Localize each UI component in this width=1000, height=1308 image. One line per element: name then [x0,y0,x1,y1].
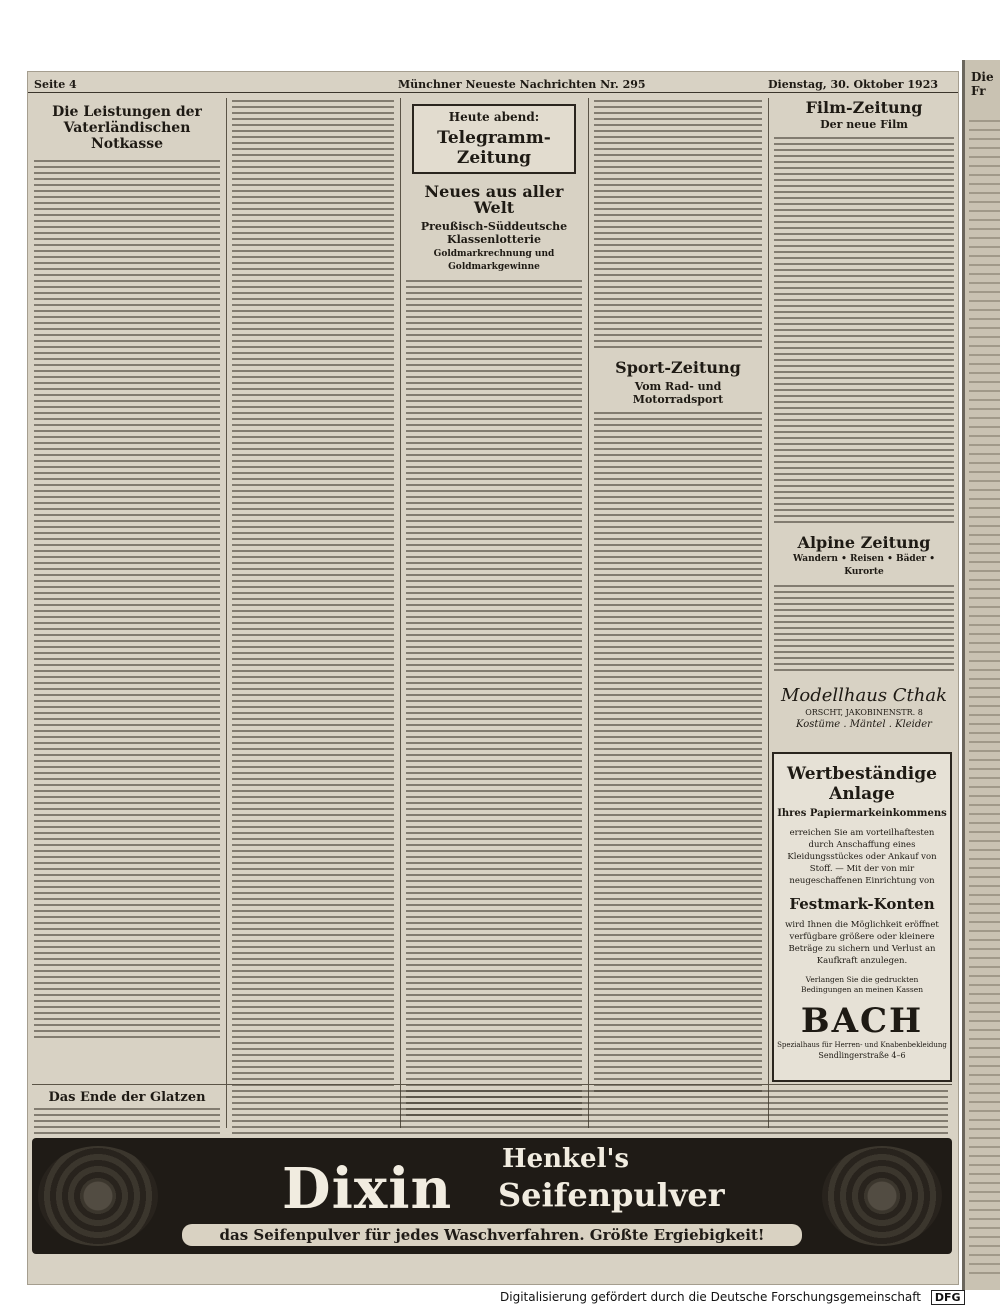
henkel-brand: Henkel's [502,1144,630,1174]
column-5 [774,100,954,747]
column-rule [588,98,589,1128]
bach-ad [772,752,952,1082]
article-body [594,100,762,350]
film-title: Film-Zeitung [805,98,923,117]
next-page-title: Die Fr [971,70,994,98]
ad-konten: Festmark-Konten [789,895,935,913]
footer-text: Digitalisierung gefördert durch die Deutsche Forschungsgemeinschaft [500,1290,922,1304]
modellhaus-address: ORSCHT, JAKOBINENSTR. 8 [805,708,923,717]
dfg-logo: DFG [931,1290,965,1305]
column-rule [768,98,769,1128]
article-body [34,1108,220,1134]
alpine-title: Alpine Zeitung [797,533,931,552]
slogan: das Seifenpulver für jedes Waschverfahren. Größte Ergiebigkeit! [182,1224,802,1246]
issue-date: Dienstag, 30. Oktober 1923 [768,78,938,91]
modellhaus-products: Kostüme . Mäntel . Kleider [796,719,932,730]
product-name: Seifenpulver [498,1176,725,1214]
bach-address: Sendlingerstraße 4–6 [818,1051,906,1060]
column-rule [400,98,401,1128]
column-4 [594,100,762,1092]
paper-title: Münchner Neueste Nachrichten Nr. 295 [398,78,646,91]
article-title-notkasse: Die Leistungen der Vaterländischen Notkasse [52,104,202,152]
article-body [232,100,394,1090]
ad-body-2: wird Ihnen die Möglichkeit eröffnet verfügbare größere oder kleinere Beträge zu sichern und Verlust an Kaufkraft anzulegen. [785,920,939,966]
bach-logo: BACH [800,1001,924,1041]
news-title: Neues aus aller Welt [424,182,564,217]
ad-note: Verlangen Sie die gedruckten Bedingungen an meinen Kassen [800,975,924,994]
column-1 [34,100,220,1040]
section-rule [32,1084,952,1085]
sport-subtitle: Vom Rad- und Motorradsport [632,380,724,406]
alpine-subtitle: Wandern • Reisen • Bäder • Kurorte [792,554,936,577]
article-body [232,1090,948,1134]
ornament-left [38,1146,158,1246]
header-rule [28,92,958,93]
sport-title: Sport-Zeitung [615,358,741,377]
ad-headline-1: Wertbeständige [787,764,937,784]
footer-credit [500,1290,1000,1308]
news-subtitle: Preußisch-Süddeutsche Klassenlotterie [420,220,568,246]
news-subtitle-2: Goldmarkrechnung und Goldmarkgewinne [433,249,555,272]
telegram-box [412,104,576,174]
ad-headline-2: Anlage [829,784,895,804]
dixin-advertisement [32,1138,952,1254]
ad-subheadline: Ihres Papiermarkeinkommens [777,808,947,819]
modellhaus-name: Modellhaus Cthak [780,685,948,706]
ornament-right [822,1146,942,1246]
column-3 [406,100,582,1120]
next-page-edge [962,60,1000,1290]
newspaper-page [28,72,958,1284]
bach-description: Spezialhaus für Herren- und Knabenbekleidung [777,1041,947,1049]
telegram-pre: Heute abend: [448,110,540,124]
dixin-brand: Dixin [282,1156,453,1222]
telegram-title: Telegramm-Zeitung [437,128,551,168]
glatzen-title: Das Ende der Glatzen [48,1090,206,1105]
film-subtitle: Der neue Film [820,118,908,131]
article-body [594,412,762,1092]
modellhaus-ad [774,685,954,747]
article-body [774,585,954,675]
ad-body: erreichen Sie am vorteilhaftesten durch Anschaffung eines Kleidungsstückes oder Ankauf von Stoff. — Mit der von mir neugeschaffenen Einrichtung von [787,828,937,886]
page-number: Seite 4 [34,78,77,91]
article-body [774,137,954,527]
article-body [34,160,220,1040]
column-2 [232,100,394,1090]
article-body [406,280,582,1120]
next-page-text [969,120,1000,1280]
column-rule [226,98,227,1128]
